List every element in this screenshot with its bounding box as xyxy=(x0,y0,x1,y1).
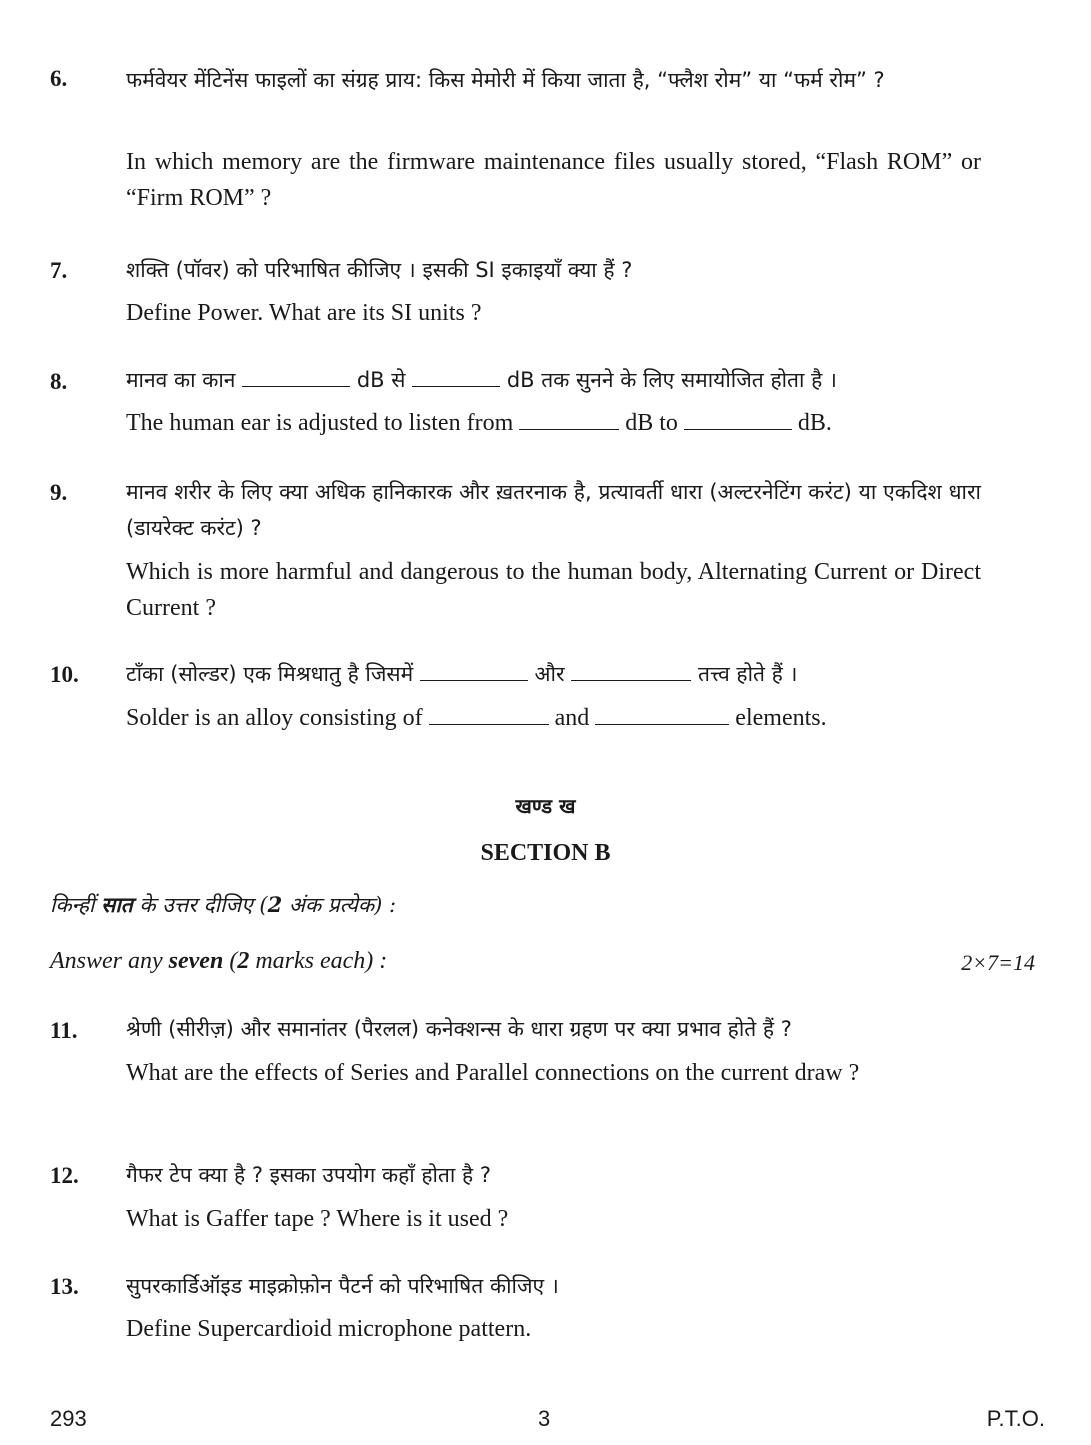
text-segment: dB तक सुनने के लिए समायोजित होता है । xyxy=(506,368,837,392)
text-segment: और xyxy=(534,662,565,686)
question-text-english: In which memory are the firmware maintenance files usually stored, “Flash ROM” or “Firm ROM” ? xyxy=(126,149,981,211)
please-turn-over: P.T.O. xyxy=(986,1406,1045,1431)
emphasis: सात xyxy=(101,892,133,917)
text-segment: dB. xyxy=(797,410,832,436)
text-segment: Solder is an alloy consisting of xyxy=(126,705,423,731)
text-segment: अंक प्रत्येक) : xyxy=(282,893,397,917)
text-segment: तत्त्व होते हैं । xyxy=(698,662,798,686)
text-segment: elements. xyxy=(735,705,827,731)
paper-code: 293 xyxy=(50,1406,87,1431)
question-text-english: What is Gaffer tape ? Where is it used ? xyxy=(126,1206,509,1232)
fill-in-blank xyxy=(420,660,528,681)
text-segment: Answer any xyxy=(50,948,163,974)
question-text-hindi xyxy=(126,656,981,692)
question-number: 8. xyxy=(50,369,68,394)
text-segment: dB to xyxy=(625,410,678,436)
page-number: 3 xyxy=(538,1406,551,1431)
text-segment: marks each) : xyxy=(249,948,388,974)
question-number: 6. xyxy=(50,66,68,91)
text-segment: के उत्तर दीजिए ( xyxy=(139,893,268,917)
question-number: 7. xyxy=(50,258,68,283)
section-instructions-hindi xyxy=(50,891,396,919)
question-number: 10. xyxy=(50,662,79,687)
section-title-hindi: खण्ड ख xyxy=(515,794,576,818)
question-text-hindi: श्रेणी (सीरीज़) और समानांतर (पैरलल) कनेक्शन्स के धारा ग्रहण पर क्या प्रभाव होते हैं ? xyxy=(126,1017,792,1041)
question-text-english: Define Power. What are its SI units ? xyxy=(126,300,482,326)
text-segment: मानव का कान xyxy=(126,368,236,392)
question-text-hindi: मानव शरीर के लिए क्या अधिक हानिकारक और ख़तरनाक है, प्रत्यावर्ती धारा (अल्टरनेटिंग करंट) या एकदिश धारा (डायरेक्ट करंट) ? xyxy=(126,480,981,540)
question-text-hindi xyxy=(126,362,981,398)
emphasis: 2 xyxy=(237,948,250,974)
emphasis: 2 xyxy=(267,892,283,917)
text-segment: and xyxy=(554,705,590,731)
section-instructions-english xyxy=(50,948,387,975)
fill-in-blank xyxy=(571,660,691,681)
text-segment: किन्हीं xyxy=(50,893,95,917)
fill-in-blank xyxy=(242,366,350,387)
question-number: 9. xyxy=(50,480,68,505)
question-text-english: Which is more harmful and dangerous to the human body, Alternating Current or Direct Current ? xyxy=(126,559,981,621)
question-number: 11. xyxy=(50,1018,78,1043)
text-segment: टाँका (सोल्डर) एक मिश्रधातु है जिसमें xyxy=(126,662,414,686)
question-text-hindi: सुपरकार्डिऑइड माइक्रोफ़ोन पैटर्न को परिभाषित कीजिए । xyxy=(126,1274,559,1298)
section-title-english: SECTION B xyxy=(480,840,611,866)
fill-in-blank xyxy=(595,704,729,725)
text-segment: dB से xyxy=(356,368,406,392)
fill-in-blank xyxy=(412,366,500,387)
fill-in-blank xyxy=(519,409,619,430)
text-segment: ( xyxy=(229,948,238,974)
question-number: 12. xyxy=(50,1163,79,1188)
question-text-english: Define Supercardioid microphone pattern. xyxy=(126,1316,532,1342)
question-text-hindi: फर्मवेयर मेंटिनेंस फाइलों का संग्रह प्राय: किस मेमोरी में किया जाता है, “फ्लैश रोम” या “फर्म रोम” ? xyxy=(126,68,885,92)
emphasis: seven xyxy=(168,948,224,974)
question-number: 13. xyxy=(50,1274,79,1299)
question-text-hindi: गैफर टेप क्या है ? इसका उपयोग कहाँ होता है ? xyxy=(126,1163,491,1187)
section-marks: 2×7=14 xyxy=(961,950,1035,975)
text-segment: The human ear is adjusted to listen from xyxy=(126,410,514,436)
question-text-english: What are the effects of Series and Parallel connections on the current draw ? xyxy=(126,1060,860,1086)
question-text-hindi: शक्ति (पॉवर) को परिभाषित कीजिए । इसकी SI इकाइयाँ क्या हैं ? xyxy=(126,258,633,282)
question-text-english xyxy=(126,700,981,736)
fill-in-blank xyxy=(429,704,549,725)
fill-in-blank xyxy=(684,409,792,430)
question-text-english xyxy=(126,405,981,441)
